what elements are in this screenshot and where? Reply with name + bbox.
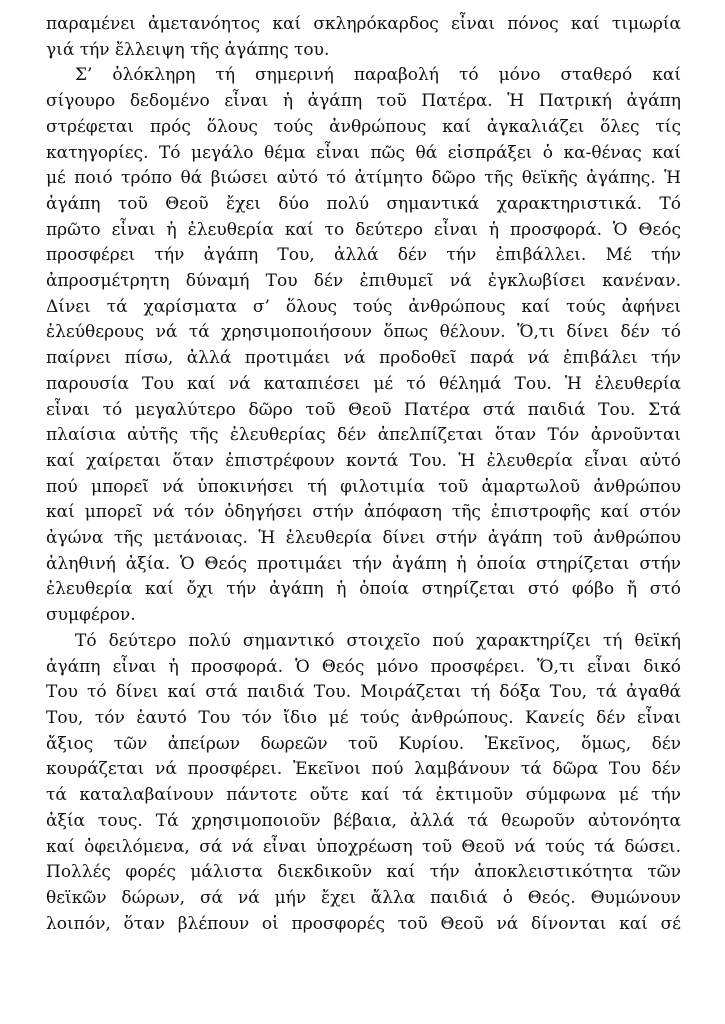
text-line: ἀγάπη εἶναι ἡ προσφορά. Ὁ Θεός μόνο προσφέρει. Ὅ,τι εἶναι δικό: [46, 656, 681, 677]
text-line: κατηγορίες. Τό μεγάλο θέμα εἶναι πῶς θά εἰσπράξει ὁ κα-θένας καί: [46, 142, 681, 163]
text-line: ἐλευθερία καί ὄχι τήν ἀγάπη ἡ ὁποία στηρίζεται στό φόβο ἤ στό: [46, 579, 681, 600]
text-line: καί χαίρεται ὅταν ἐπιστρέφουν κοντά Του. Ἡ ἐλευθερία εἶναι αὐτό: [46, 450, 681, 471]
text-line: συμφέρον.: [46, 605, 136, 626]
paragraph: [46, 63, 681, 628]
document-body: [46, 12, 681, 937]
text-line: μέ ποιό τρόπο θά βιώσει αὐτό τό ἀτίμητο δῶρο τῆς θεϊκῆς ἀγάπης. Ἡ: [46, 168, 681, 189]
paragraph: [46, 12, 681, 63]
text-line: πλαίσια αὐτῆς τῆς ἐλευθερίας δέν ἀπελπίζεται ὅταν Τόν ἀρνοῦνται: [46, 425, 681, 446]
text-line: Δίνει τά χαρίσματα σ’ ὅλους τούς ἀνθρώπους καί τούς ἀφήνει: [46, 296, 681, 317]
text-line: θεϊκῶν δώρων, σά νά μήν ἔχει ἄλλα παιδιά ὁ Θεός. Θυμώνουν: [46, 887, 681, 908]
text-line: καί μπορεῖ νά τόν ὁδηγήσει στήν ἀπόφαση τῆς ἐπιστροφῆς καί στόν: [46, 502, 681, 523]
text-line: ἐλεύθερους νά τά χρησιμοποιήσουν ὅπως θέλουν. Ὅ,τι δίνει δέν τό: [46, 322, 681, 343]
text-line: ἀγάπη τοῦ Θεοῦ ἔχει δύο πολύ σημαντικά χαρακτηριστικά. Τό: [46, 193, 681, 214]
text-line: σίγουρο δεδομένο εἶναι ἡ ἀγάπη τοῦ Πατέρα. Ἡ Πατρική ἀγάπη: [46, 91, 681, 112]
text-line: Τό δεύτερο πολύ σημαντικό στοιχεῖο πού χαρακτηρίζει τή θεϊκή: [75, 630, 681, 651]
text-line: παίρνει πίσω, ἀλλά προτιμάει νά προδοθεῖ παρά νά ἐπιβάλει τήν: [46, 348, 681, 369]
text-line: Του τό δίνει καί στά παιδιά Του. Μοιράζεται τή δόξα Του, τά ἀγαθά: [46, 682, 681, 703]
text-line: στρέφεται πρός ὅλους τούς ἀνθρώπους καί ἀγκαλιάζει ὅλες τίς: [46, 116, 681, 137]
text-line: προσφέρει τήν ἀγάπη Του, ἀλλά δέν τήν ἐπιβάλλει. Μέ τήν: [46, 245, 681, 266]
text-line: Πολλές φορές μάλιστα διεκδικοῦν καί τήν ἀποκλειστικότητα τῶν: [46, 862, 681, 883]
text-line: πού μπορεῖ νά ὑποκινήσει τή φιλοτιμία τοῦ ἁμαρτωλοῦ ἀνθρώπου: [46, 476, 681, 497]
document-page: [46, 12, 681, 937]
text-line: ἀληθινή ἀξία. Ὁ Θεός προτιμάει τήν ἀγάπη ἡ ὁποία στηρίζεται στήν: [46, 553, 681, 574]
paragraph: [46, 629, 681, 937]
text-line: ἄξιος τῶν ἀπείρων δωρεῶν τοῦ Κυρίου. Ἐκεῖνος, ὅμως, δέν: [46, 733, 681, 754]
text-line: εἶναι τό μεγαλύτερο δῶρο τοῦ Θεοῦ Πατέρα στά παιδιά Του. Στά: [46, 399, 681, 420]
text-line: παραμένει ἀμετανόητος καί σκληρόκαρδος εἶναι πόνος καί τιμωρία: [46, 14, 681, 34]
text-line: γιά τήν ἔλλειψη τῆς ἀγάπης του.: [46, 39, 330, 60]
text-line: παρουσία Του καί νά καταπιέσει μέ τό θέλημά Του. Ἡ ἐλευθερία: [46, 373, 681, 394]
text-line: πρῶτο εἶναι ἡ ἐλευθερία καί το δεύτερο εἶναι ἡ προσφορά. Ὁ Θεός: [46, 219, 681, 240]
text-line: κουράζεται νά προσφέρει. Ἐκεῖνοι πού λαμβάνουν τά δῶρα Του δέν: [46, 759, 681, 780]
text-line: τά καταλαβαίνουν πάντοτε οὔτε καί τά ἐκτιμοῦν σύμφωνα μέ τήν: [46, 785, 681, 806]
text-line: ἀξία τους. Τά χρησιμοποιοῦν βέβαια, ἀλλά τά θεωροῦν αὐτονόητα: [46, 810, 681, 831]
text-line: ἀγώνα τῆς μετάνοιας. Ἡ ἐλευθερία δίνει στήν ἀγάπη τοῦ ἀνθρώπου: [46, 528, 681, 549]
text-line: Σ’ ὁλόκληρη τή σημερινή παραβολή τό μόνο σταθερό καί: [75, 65, 681, 86]
text-line: λοιπόν, ὅταν βλέπουν οἱ προσφορές τοῦ Θεοῦ νά δίνονται καί σέ: [46, 913, 681, 934]
text-line: Του, τόν ἑαυτό Του τόν ἴδιο μέ τούς ἀνθρώπους. Κανείς δέν εἶναι: [46, 707, 681, 728]
text-line: ἀπροσμέτρητη δύναμή Του δέν ἐπιθυμεῖ νά ἐγκλωβίσει κανέναν.: [46, 271, 681, 292]
text-line: καί ὀφειλόμενα, σά νά εἶναι ὑποχρέωση τοῦ Θεοῦ νά τούς τά δώσει.: [46, 836, 681, 857]
